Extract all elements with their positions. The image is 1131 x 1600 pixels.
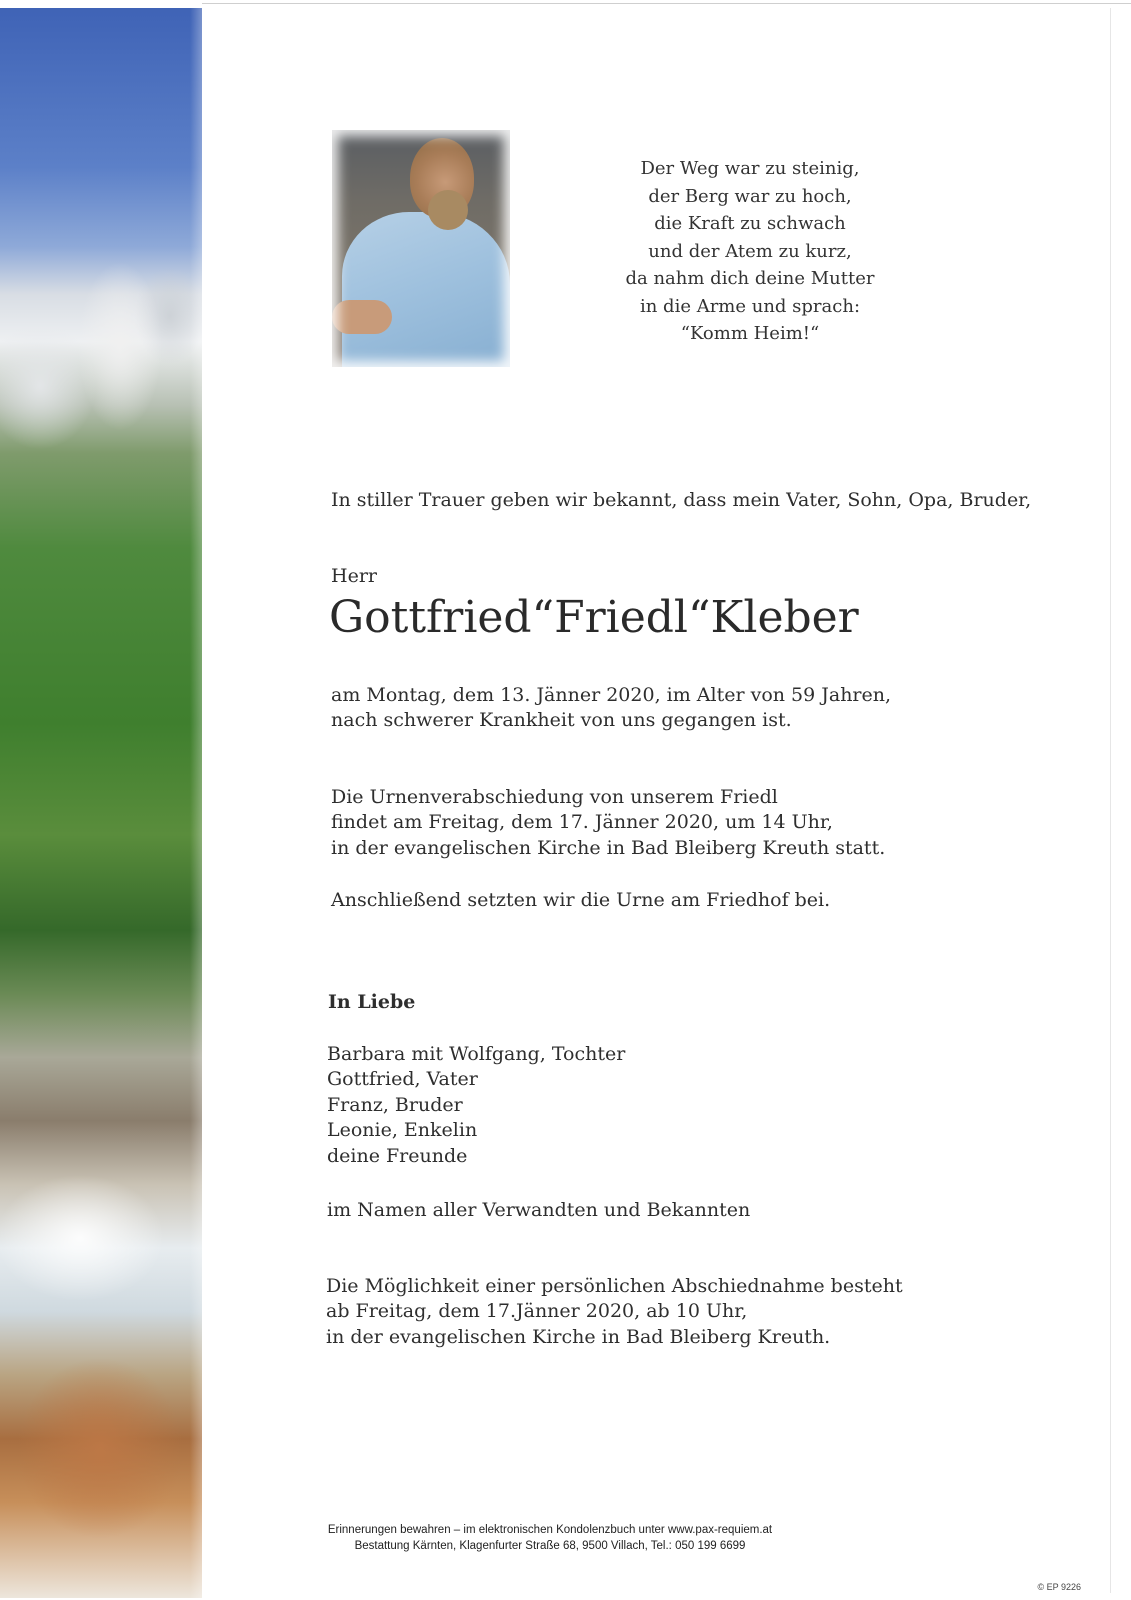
footer-line-1: Erinnerungen bewahren – im elektronischen Kondolenzbuch unter www.pax-requiem.at — [327, 1524, 773, 1536]
footer-line-2: Bestattung Kärnten, Klagenfurter Straße 68, 9500 Villach, Tel.: 050 199 6699 — [354, 1540, 746, 1552]
strip-fade — [190, 8, 230, 1598]
salutation: Herr — [331, 565, 377, 587]
ceremony-line-2: findet am Freitag, dem 17. Jänner 2020, um 14 Uhr, — [331, 811, 833, 833]
ceremony-line-3: in der evangelischen Kirche in Bad Bleiberg Kreuth statt. — [331, 837, 886, 859]
top-edge-line — [202, 3, 1131, 4]
viewing-line-1: Die Möglichkeit einer persönlichen Abschiednahme besteht — [326, 1275, 903, 1297]
mourner-item: Barbara mit Wolfgang, Tochter — [327, 1043, 626, 1065]
mountain-peak — [0, 236, 202, 456]
poem-line: da nahm dich deine Mutter — [625, 268, 875, 289]
poem-line: die Kraft zu schwach — [654, 213, 846, 234]
poem-line: Der Weg war zu steinig, — [640, 158, 860, 179]
poem-line: und der Atem zu kurz, — [648, 240, 852, 262]
photo-vignette — [332, 130, 510, 367]
poem — [600, 155, 900, 348]
right-edge-line — [1110, 8, 1111, 1593]
death-line-2: nach schwerer Krankheit von uns gegangen ist. — [331, 709, 792, 731]
deceased-name: Gottfried“Friedl“Kleber — [329, 592, 859, 643]
viewing-line-3: in der evangelischen Kirche in Bad Bleiberg Kreuth. — [326, 1326, 831, 1348]
mourner-item: deine Freunde — [327, 1145, 468, 1167]
waterfall — [0, 1138, 202, 1338]
rock — [0, 1338, 202, 1568]
death-line-1: am Montag, dem 13. Jänner 2020, im Alter von 59 Jahren, — [331, 684, 892, 706]
poem-line: der Berg war zu hoch, — [648, 185, 852, 207]
intro-text: In stiller Trauer geben wir bekannt, dass mein Vater, Sohn, Opa, Bruder, — [331, 489, 1032, 511]
poem-line: “Komm Heim!“ — [680, 323, 820, 344]
mourner-item: Franz, Bruder — [327, 1094, 463, 1116]
burial-text: Anschließend setzten wir die Urne am Friedhof bei. — [331, 889, 831, 911]
landscape-strip-image — [0, 8, 202, 1598]
poem-line: in die Arme und sprach: — [639, 295, 861, 317]
mourner-item: Gottfried, Vater — [327, 1068, 478, 1090]
document-code: © EP 9226 — [1037, 1582, 1081, 1592]
in-love-heading: In Liebe — [328, 991, 416, 1013]
mourner-item: Leonie, Enkelin — [327, 1119, 478, 1141]
ceremony-line-1: Die Urnenverabschiedung von unserem Friedl — [331, 786, 778, 808]
relatives-text: im Namen aller Verwandten und Bekannten — [327, 1199, 751, 1221]
viewing-line-2: ab Freitag, dem 17.Jänner 2020, ab 10 Uhr, — [326, 1300, 748, 1322]
footer — [260, 1522, 840, 1554]
portrait-photo — [332, 130, 510, 367]
